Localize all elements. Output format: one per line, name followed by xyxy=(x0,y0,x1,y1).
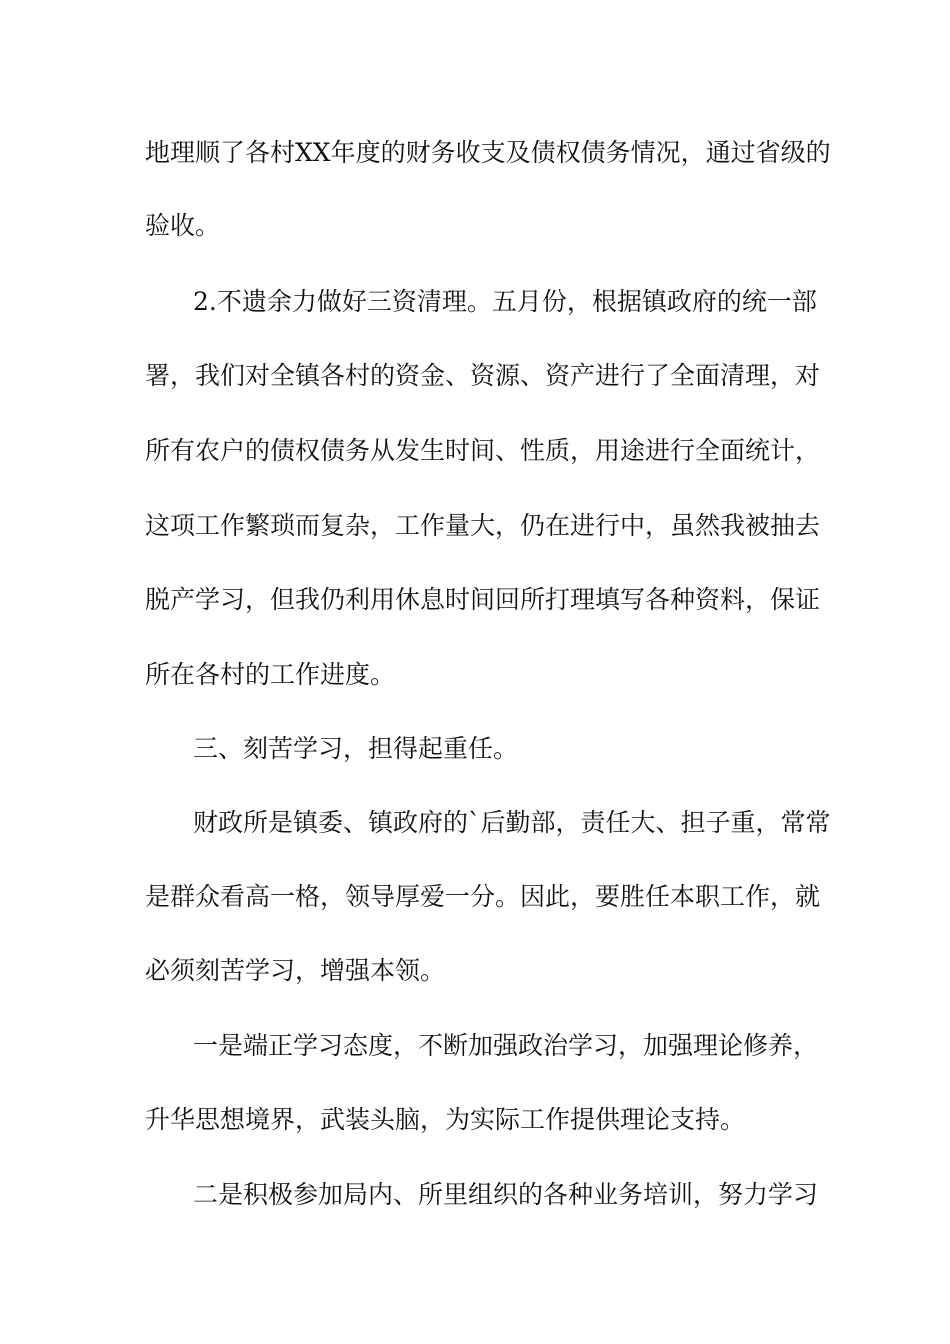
text-line-12: 必须刻苦学习，增强本领。 xyxy=(145,956,446,985)
text-line-15: 二是积极参加局内、所里组织的各种业务培训，努力学习 xyxy=(193,1180,819,1209)
text-line-5: 所有农户的债权债务从发生时间、性质，用途进行全面统计， xyxy=(145,436,821,465)
text-line-8: 所在各村的工作进度。 xyxy=(145,660,396,689)
text-line-4: 署，我们对全镇各村的资金、资源、资产进行了全面清理，对 xyxy=(145,361,821,390)
text-line-10: 财政所是镇委、镇政府的`后勤部，责任大、担子重，常常 xyxy=(193,808,831,837)
text-line-2: 验收。 xyxy=(145,211,221,240)
text-line-14: 升华思想境界，武装头脑，为实际工作提供理论支持。 xyxy=(145,1105,746,1134)
text-line-13: 一是端正学习态度，不断加强政治学习，加强理论修养， xyxy=(193,1031,819,1060)
section-3-heading: 三、刻苦学习，担得起重任。 xyxy=(193,734,519,763)
text-line-11: 是群众看高一格，领导厚爱一分。因此，要胜任本职工作，就 xyxy=(145,882,821,911)
text-line-6: 这项工作繁琐而复杂，工作量大，仍在进行中，虽然我被抽去 xyxy=(145,511,821,540)
text-line-1: 地理顺了各村XX年度的财务收支及债权债务情况，通过省级的 xyxy=(145,138,831,167)
text-line-7: 脱产学习，但我仍利用休息时间回所打理填写各种资料，保证 xyxy=(145,585,821,614)
section-2-heading-line: 2.不遗余力做好三资清理。五月份，根据镇政府的统一部 xyxy=(193,287,817,316)
